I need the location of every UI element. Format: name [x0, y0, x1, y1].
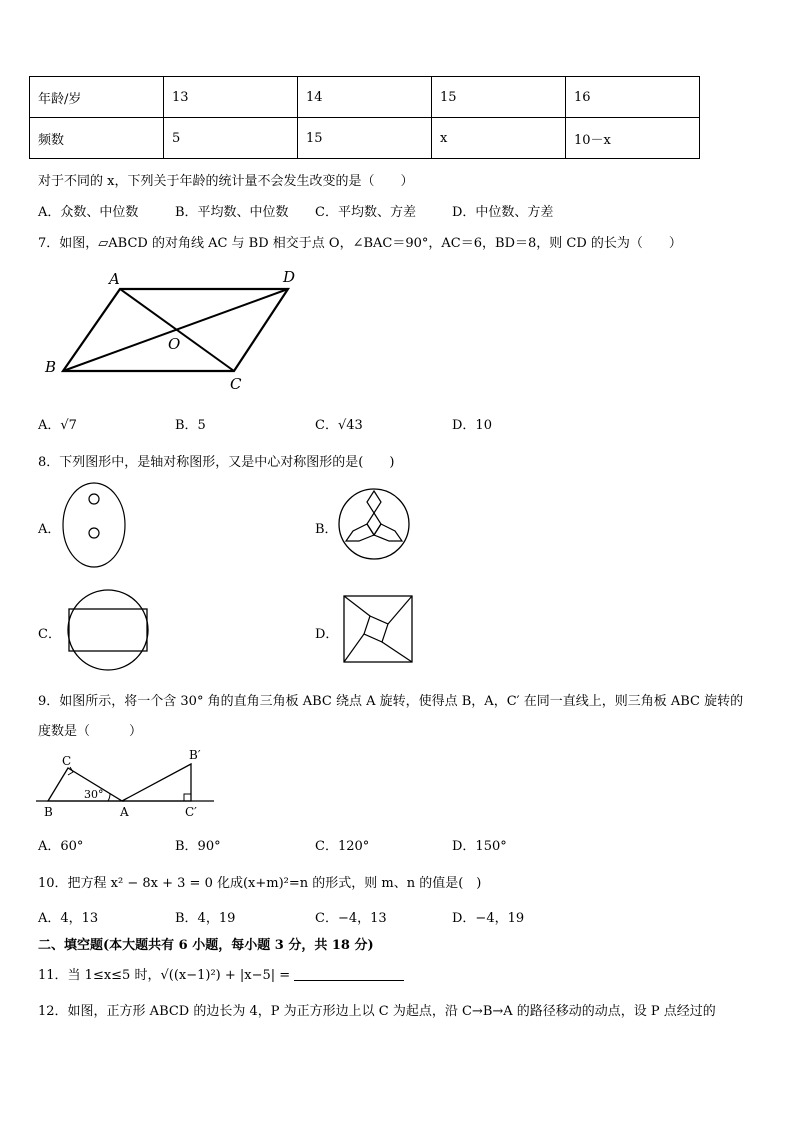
table-cell: 年龄/岁 [30, 77, 164, 118]
q6-option-c: C．平均数、方差 [315, 205, 416, 220]
q12-stem: 12．如图，正方形 ABCD 的边长为 4，P 为正方形边上以 C 为起点，沿 C→B→A 的路径移动的动点，设 P 点经过的 [38, 1004, 716, 1019]
q9-stem-line1: 9．如图所示，将一个含 30° 角的直角三角板 ABC 绕点 A 旋转，使得点 B，A，C′ 在同一直线上，则三角板 ABC 旋转的 [38, 694, 744, 709]
q10-stem: 10．把方程 x² − 8x + 3 = 0 化成(x+m)²=n 的形式，则 m、n 的值是( ) [38, 876, 482, 891]
dot-bottom [89, 528, 99, 538]
rhombus-right [374, 524, 402, 541]
triangle-ab-prime-c-prime [122, 764, 191, 801]
table-cell: 14 [298, 77, 432, 118]
label-b: B [45, 358, 57, 376]
label-b-prime: B′ [189, 748, 201, 762]
label-angle-30: 30° [84, 788, 104, 801]
q7-option-c: C．√43 [315, 418, 363, 433]
pinwheel-line [388, 596, 412, 624]
q8-option-c-label: C． [38, 627, 61, 642]
table-cell: 15 [298, 118, 432, 159]
table-cell: x [432, 118, 566, 159]
q6-stem: 对于不同的 x，下列关于年龄的统计量不会发生改变的是（ ） [38, 174, 414, 189]
oval-shape [63, 483, 125, 567]
q7-option-d: D．10 [452, 418, 492, 433]
rhombus-left [346, 524, 374, 541]
dot-top [89, 494, 99, 504]
oval-two-dots-figure [60, 480, 130, 570]
label-a: A [120, 805, 129, 819]
table-cell: 16 [566, 77, 700, 118]
q10-option-b: B．4，19 [175, 911, 236, 926]
table-row [30, 118, 700, 159]
label-d: D [283, 268, 296, 286]
table-cell: 15 [432, 77, 566, 118]
circle-three-rhombus-figure [336, 486, 414, 564]
square-pinwheel-figure [340, 592, 416, 666]
circle-shape [68, 590, 148, 670]
q8-stem: 8．下列图形中，是轴对称图形，又是中心对称图形的是( ) [38, 455, 395, 470]
q6-option-d: D．中位数、方差 [452, 205, 554, 220]
q9-option-c: C．120° [315, 839, 370, 854]
rhombus-top [367, 491, 381, 513]
q6-option-b: B．平均数、中位数 [175, 205, 289, 220]
parallelogram-figure [38, 262, 298, 392]
q7-option-b: B．5 [175, 418, 206, 433]
table-cell: 5 [164, 118, 298, 159]
q10-option-a: A．4，13 [38, 911, 99, 926]
q7-option-a: A．√7 [38, 418, 77, 433]
q8-option-b-label: B． [315, 522, 338, 537]
pinwheel-line [344, 596, 370, 616]
label-b: B [44, 805, 53, 819]
q9-option-d: D．150° [452, 839, 507, 854]
label-o: O [168, 335, 181, 353]
inner-square [364, 616, 388, 642]
label-c: C [62, 754, 72, 768]
rhombus-middle [367, 513, 381, 535]
table-cell: 频数 [30, 118, 164, 159]
triangle-rotation-figure [36, 746, 218, 820]
label-c-prime: C′ [185, 805, 197, 819]
table-row [30, 77, 700, 118]
q9-option-a: A．60° [38, 839, 84, 854]
q10-option-d: D．−4，19 [452, 911, 525, 926]
label-a: A [109, 270, 120, 288]
answer-blank [294, 968, 404, 981]
right-angle-mark [184, 794, 191, 801]
q7-stem: 7．如图，▱ABCD 的对角线 AC 与 BD 相交于点 O，∠BAC＝90°，AC＝6，BD＝8，则 CD 的长为（ ） [38, 236, 682, 251]
q8-option-d-label: D． [315, 627, 339, 642]
q6-option-a: A．众数、中位数 [38, 205, 139, 220]
q9-stem-line2: 度数是（ ） [38, 724, 143, 739]
label-c: C [230, 375, 242, 392]
outer-circle [339, 489, 409, 559]
q11-text: 11．当 1≤x≤5 时，√((x−1)²) + |x−5| = [38, 968, 291, 983]
pinwheel-line [382, 642, 412, 662]
section-heading: 二、填空题(本大题共有 6 小题，每小题 3 分，共 18 分) [38, 938, 374, 953]
circle-rectangle-figure [62, 588, 156, 672]
table-cell: 10－x [566, 118, 700, 159]
inscribed-rectangle [69, 609, 147, 651]
pinwheel-line [344, 634, 364, 662]
diagonal-bd [63, 289, 288, 371]
q11-stem [38, 964, 404, 983]
angle-arc [108, 794, 110, 801]
q10-option-c: C．−4，13 [315, 911, 387, 926]
age-frequency-table [29, 76, 700, 159]
q8-option-a-label: A． [38, 522, 61, 537]
outer-square [344, 596, 412, 662]
table-cell: 13 [164, 77, 298, 118]
q9-option-b: B．90° [175, 839, 221, 854]
